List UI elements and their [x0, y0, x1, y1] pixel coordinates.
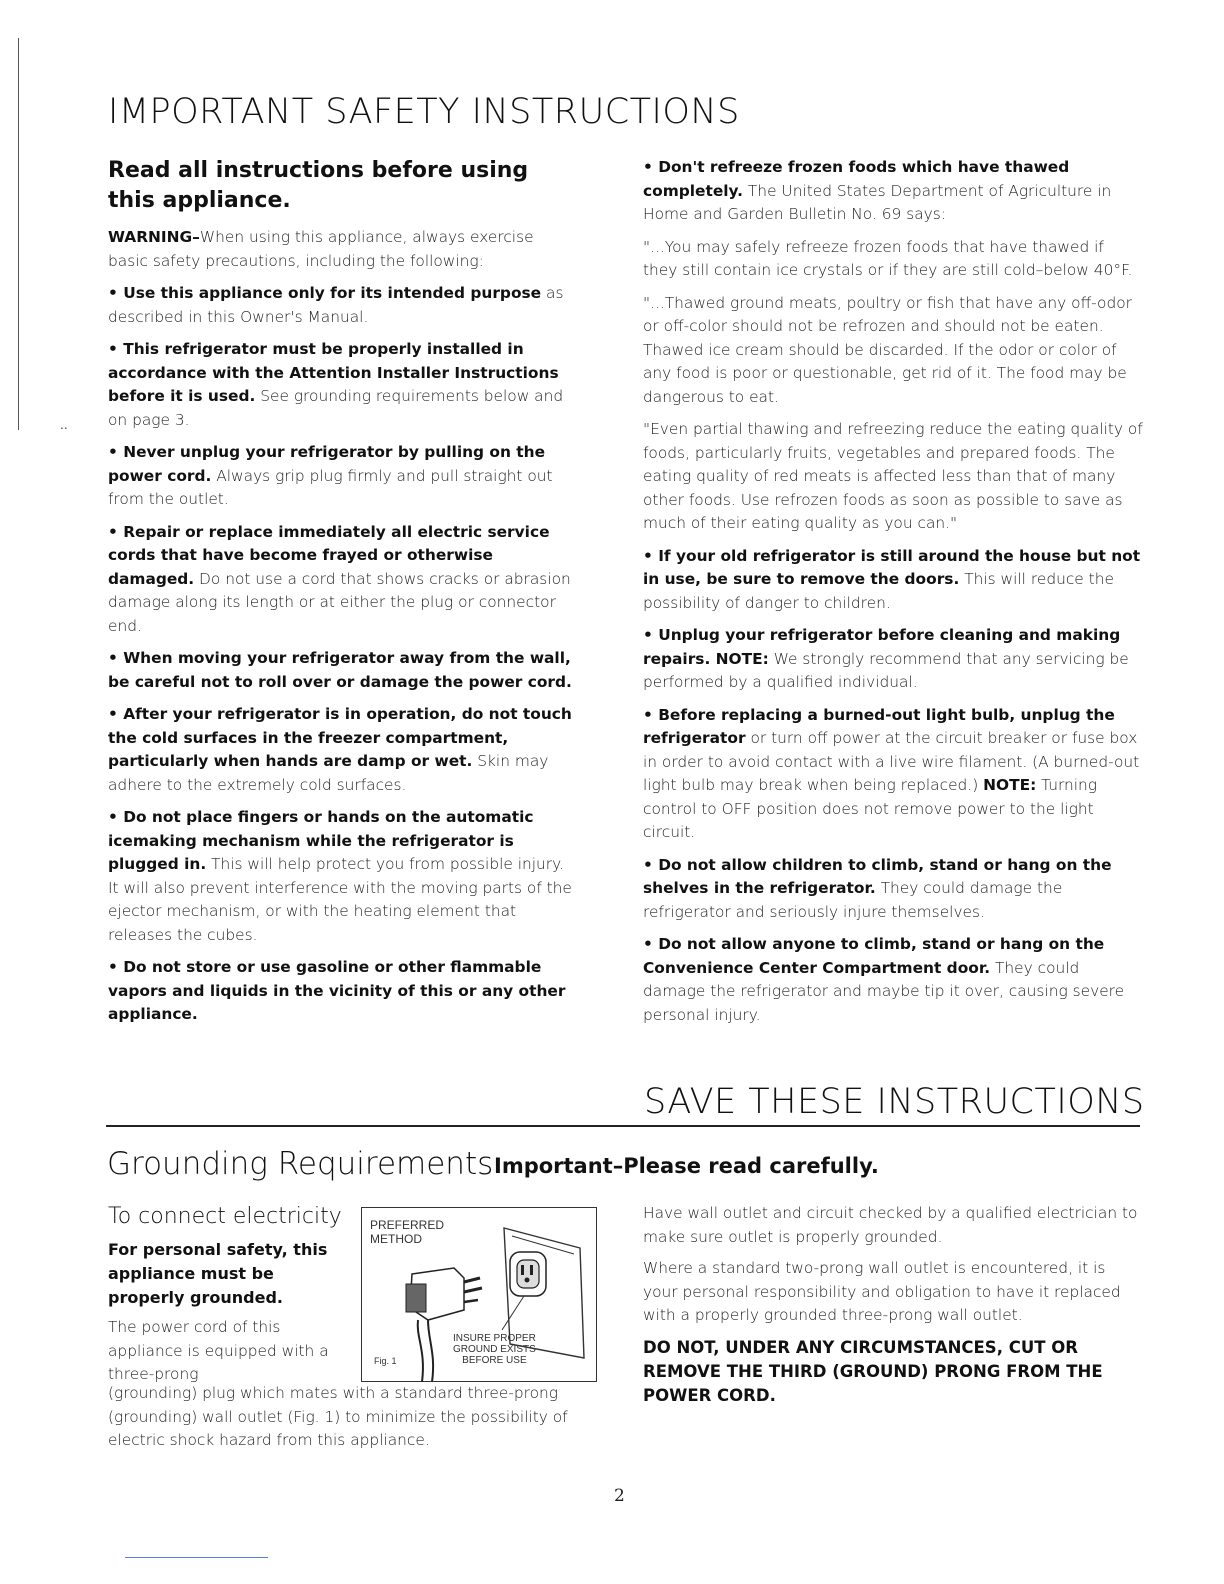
safety-item — [108, 282, 578, 329]
safety-item-text: Do not use a cord that shows cracks or abrasion damage along its length or at either the plug or connector end. — [108, 569, 571, 635]
safety-item-note-lead: NOTE: — [983, 776, 1037, 794]
safety-item-text: Always grip plug firmly and pull straight out from the outlet. — [108, 466, 553, 508]
ground-prong-warning: DO NOT, UNDER ANY CIRCUMSTANCES, CUT OR REMOVE THE THIRD (GROUND) PRONG FROM THE POWER CORD. — [643, 1337, 1103, 1405]
safety-item-text: We strongly recommend that any servicing be performed by a qualified individual. — [643, 649, 1129, 691]
usda-quote: "...You may safely refreeze frozen foods that have thawed if they still contain ice crystals or if they are still cold–below 40°F. — [643, 237, 1133, 279]
power-cord-text-continued: (grounding) plug which mates with a standard three-prong (grounding) wall outlet (Fig. 1) to minimize the possibility of electric shock hazard from this appliance. — [108, 1384, 568, 1449]
refreeze-text: The United States Department of Agriculture in Home and Garden Bulletin No. 69 says: — [643, 181, 1112, 223]
safety-item — [643, 704, 1143, 845]
safety-item-text: This will reduce the possibility of danger to children. — [643, 570, 1114, 612]
safety-item-text: This will help protect you from possible injury. It will also prevent interference with the moving parts of the ejector mechanism, or with the heating element that releases the cubes. — [108, 855, 572, 944]
safety-item — [108, 338, 578, 432]
safety-item-text: as described in this Owner's Manual. — [108, 284, 564, 326]
safety-item-text: or turn off power at the circuit breaker or fuse box in order to avoid contact with a live wire filament. (A burned-out light bulb may break when being replaced.) — [643, 729, 1140, 794]
safety-item-lead: • Repair or replace immediately all electric service cords that have become frayed or otherwise damaged. — [108, 522, 550, 588]
safety-item-lead: • Do not allow children to climb, stand or hang on the shelves in the refrigerator. — [643, 855, 1112, 897]
safety-item-lead: • After your refrigerator is in operation, do not touch the cold surfaces in the freezer compartment, particularly when hands are damp or wet. — [108, 705, 572, 770]
safety-item-text: See grounding requirements below and on page 3. — [108, 387, 564, 429]
safety-item-lead: • When moving your refrigerator away from the wall, be careful not to roll over or damage the power cord. — [108, 649, 572, 691]
refreeze-item — [643, 156, 1143, 227]
safety-item — [108, 703, 578, 797]
safety-item-text: They could damage the refrigerator and maybe tip it over, causing severe personal injury. — [643, 958, 1125, 1024]
warning-lead: WARNING– — [108, 228, 200, 246]
safety-item-lead: • This refrigerator must be properly installed in accordance with the Attention Installer Instructions before it is used. — [108, 340, 559, 405]
safety-item-lead: • Do not allow anyone to climb, stand or hang on the Convenience Center Compartment door. — [643, 935, 1105, 977]
page-title: IMPORTANT SAFETY INSTRUCTIONS — [108, 92, 740, 132]
warning-paragraph — [108, 226, 578, 273]
figure-label-insure: INSURE PROPER GROUND EXISTS BEFORE USE — [453, 1333, 536, 1366]
safety-item — [108, 806, 578, 947]
safety-item — [643, 933, 1143, 1027]
left-column — [108, 156, 578, 1036]
safety-item — [108, 441, 578, 512]
scan-margin-line — [18, 38, 19, 430]
warning-text: When using this appliance, always exercise basic safety precautions, including the following: — [108, 228, 534, 270]
safety-item-text: They could damage the refrigerator and seriously injure themselves. — [643, 879, 1063, 921]
save-instructions-title: SAVE THESE INSTRUCTIONS — [644, 1082, 1145, 1122]
section-divider — [106, 1125, 1140, 1127]
safety-item-lead: • Do not place fingers or hands on the automatic icemaking mechanism while the refrigerator is plugged in. — [108, 808, 534, 873]
refreeze-lead: • Don't refreeze frozen foods which have thawed completely. — [643, 158, 1070, 200]
scan-margin-dots: .. — [60, 418, 68, 432]
safety-item-text: Skin may adhere to the extremely cold surfaces. — [108, 752, 549, 794]
connect-electricity-heading: To connect electricity — [108, 1204, 342, 1229]
safety-item-lead: • Before replacing a burned-out light bulb, unplug the refrigerator — [643, 705, 1115, 747]
safety-item-lead: • Unplug your refrigerator before cleaning and making repairs. NOTE: — [643, 626, 1121, 668]
power-cord-text: The power cord of this appliance is equipped with a three-prong — [108, 1318, 329, 1383]
personal-safety-notice: For personal safety, this appliance must be properly grounded. — [108, 1240, 328, 1307]
grounding-paragraph: Where a standard two-prong wall outlet is encountered, it is your personal responsibility and obligation to have it replaced with a properly grounded three-prong wall outlet. — [643, 1259, 1121, 1324]
safety-item — [108, 956, 578, 1027]
safety-item — [108, 647, 578, 694]
grounding-paragraph: Have wall outlet and circuit checked by a qualified electrician to make sure outlet is properly grounded. — [643, 1204, 1138, 1246]
figure-caption: Fig. 1 — [374, 1356, 397, 1366]
safety-item-lead: • Do not store or use gasoline or other flammable vapors and liquids in the vicinity of this or any other appliance. — [108, 958, 566, 1023]
safety-item-note-text: Turning control to OFF position does not remove power to the light circuit. — [643, 776, 1098, 841]
safety-item — [643, 624, 1143, 695]
safety-item — [643, 854, 1143, 925]
usda-quote: "...Thawed ground meats, poultry or fish that have any off-odor or off-color should not be refrozen and should not be eaten. Thawed ice cream should be discarded. If the odor or color of any food is poor or questionable, get rid of it. The food may be dangerous to eat. — [643, 293, 1132, 406]
grounding-left-column — [108, 1202, 348, 1387]
grounding-figure — [361, 1207, 597, 1382]
grounding-subheading: Important–Please read carefully. — [494, 1154, 879, 1178]
grounding-right-column — [643, 1202, 1143, 1408]
read-instructions-heading: Read all instructions before using this appliance. — [108, 158, 529, 213]
safety-item — [643, 545, 1143, 616]
scan-artifact-line — [125, 1557, 268, 1558]
grounding-heading: Grounding Requirements — [107, 1146, 494, 1182]
safety-item — [108, 521, 578, 639]
figure-label-method: PREFERRED METHOD — [370, 1218, 445, 1246]
safety-item-lead: • Never unplug your refrigerator by pulling on the power cord. — [108, 443, 546, 485]
right-column — [643, 156, 1143, 1036]
safety-item-lead: • If your old refrigerator is still around the house but not in use, be sure to remove the doors. — [643, 546, 1141, 588]
usda-quote: "Even partial thawing and refreezing reduce the eating quality of foods, particularly fruits, vegetables and prepared foods. The eating quality of red meats is affected less than that of many other foods. Use refrozen foods as soon as possible to save as much of their eating quality as you can." — [643, 420, 1143, 532]
page-number: 2 — [614, 1486, 625, 1506]
safety-item-lead: • Use this appliance only for its intended purpose — [108, 284, 542, 302]
